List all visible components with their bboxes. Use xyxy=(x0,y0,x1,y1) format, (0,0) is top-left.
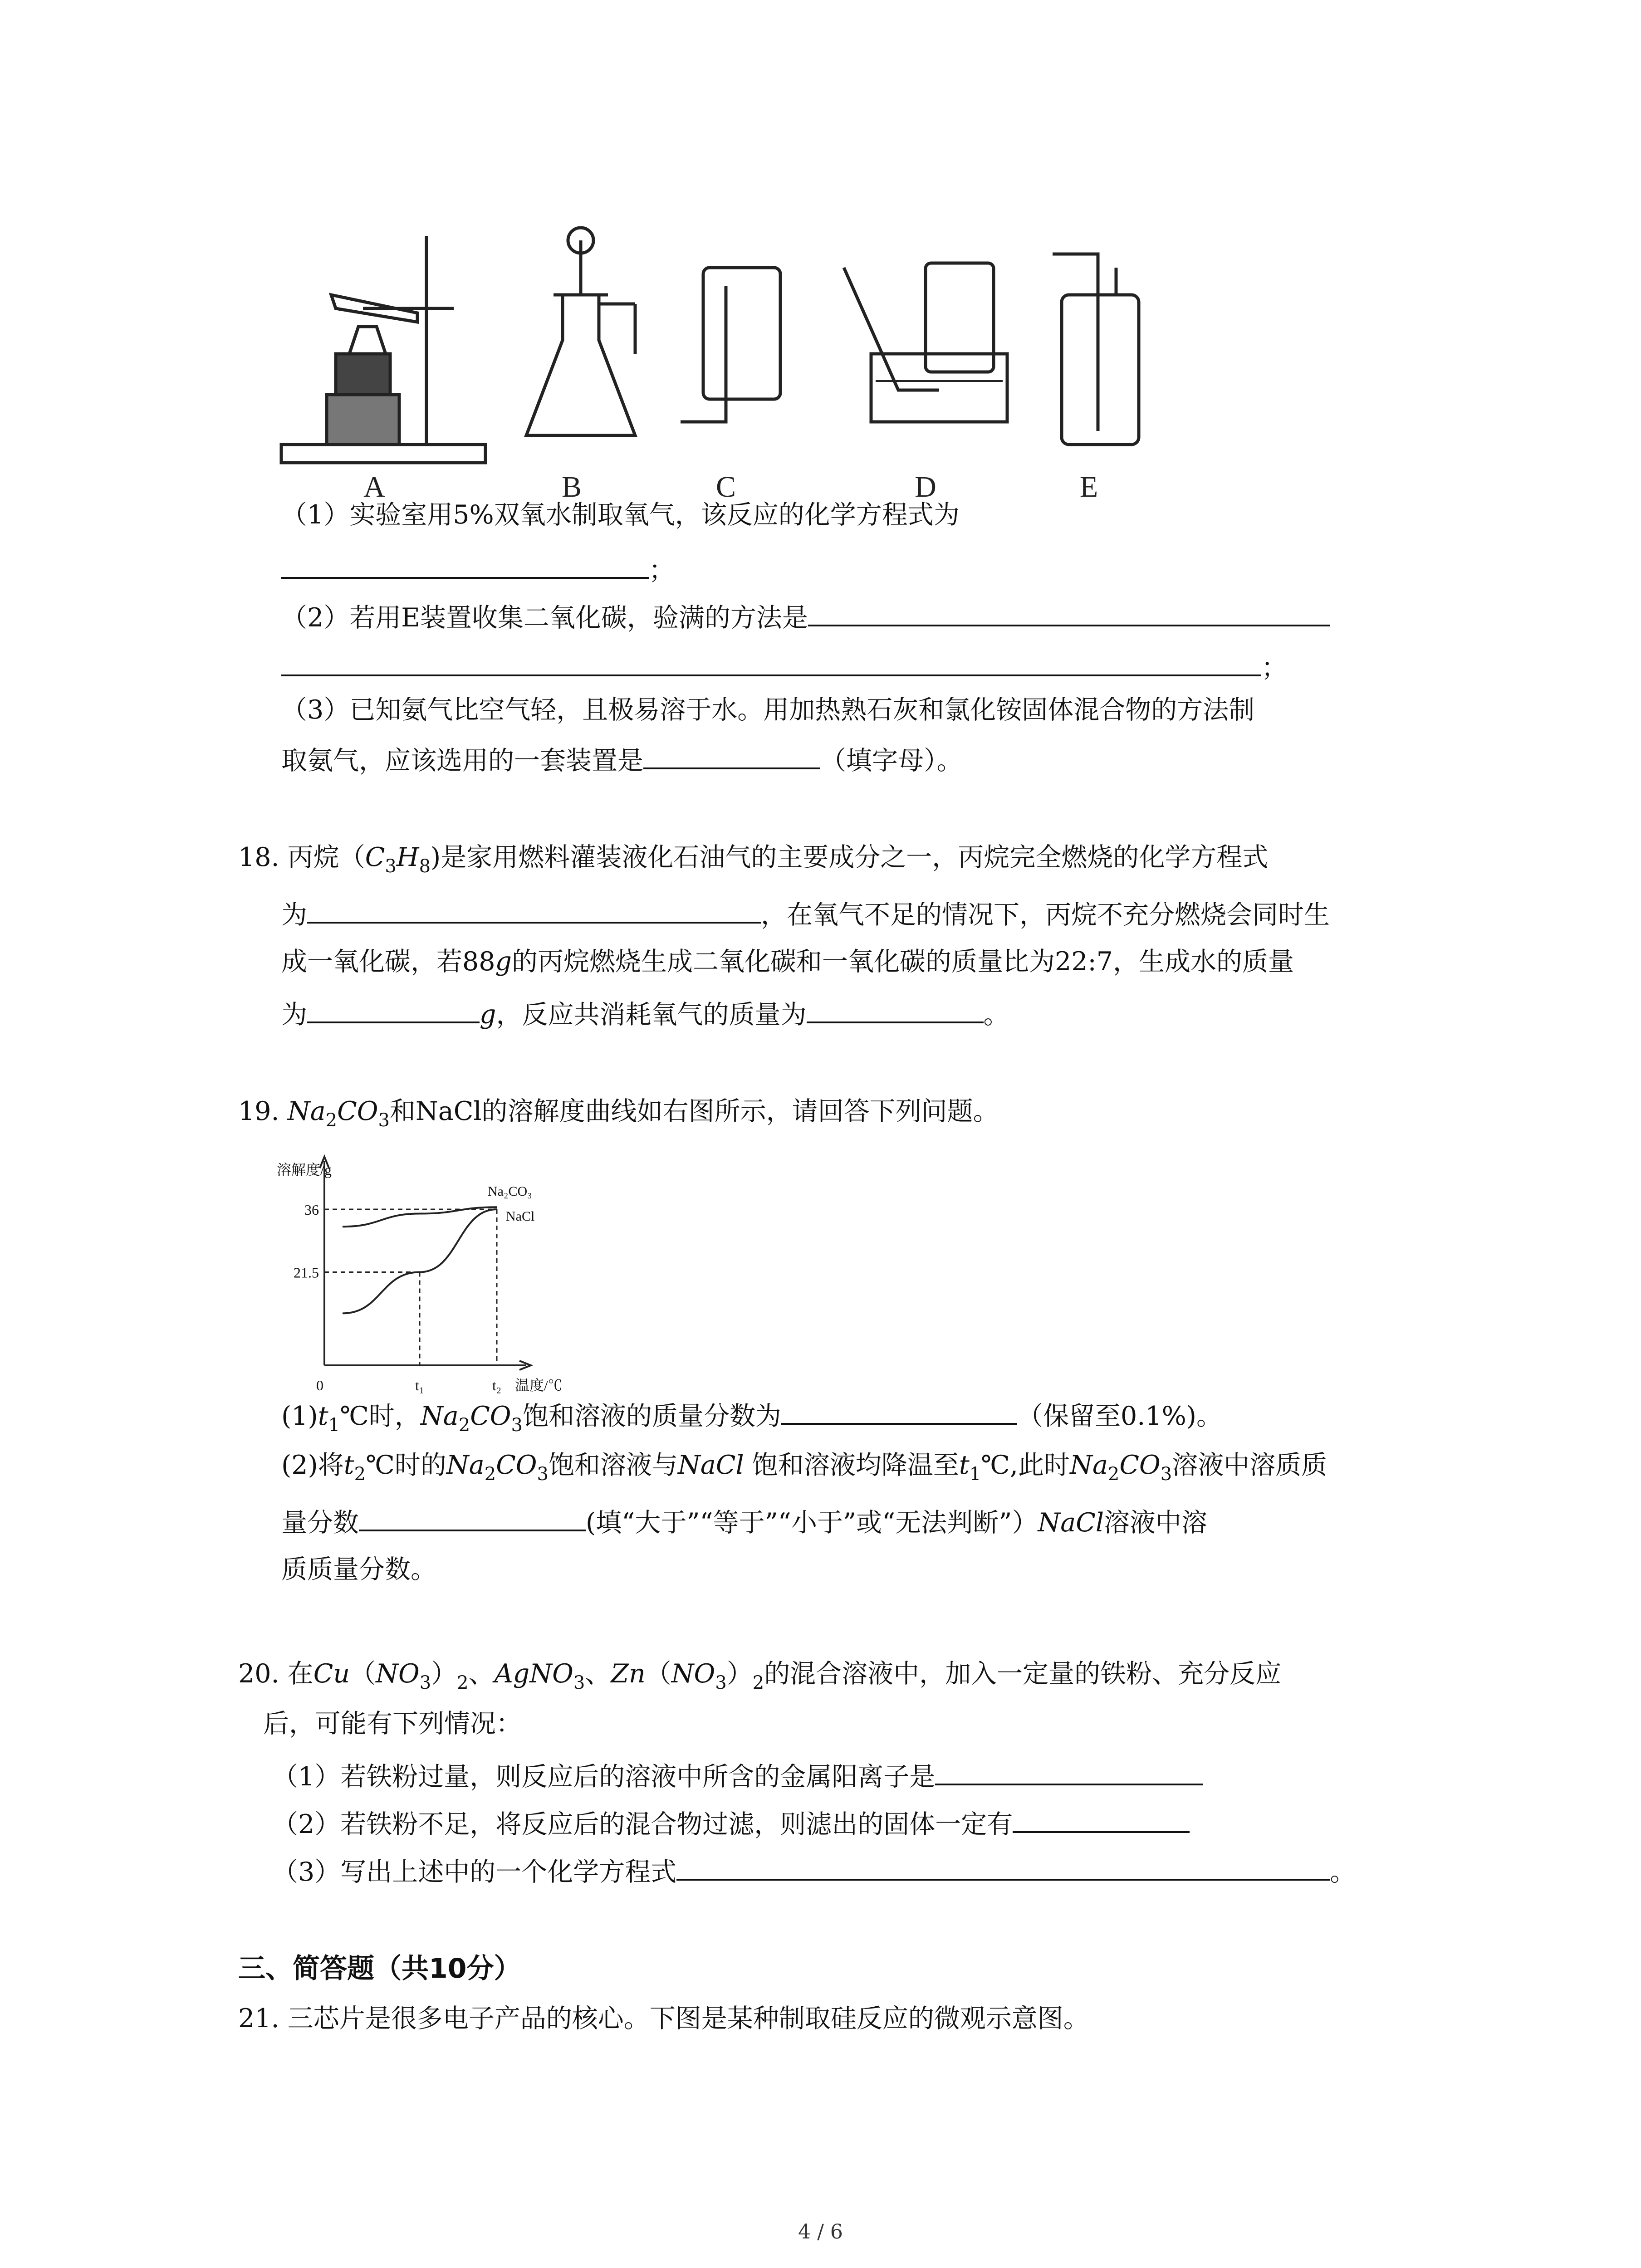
label-a: A xyxy=(363,470,385,499)
q18-line3: 成一氧化碳，若88g的丙烷燃烧生成二氧化碳和一氧化碳的质量比为22:7，生成水的质量 xyxy=(281,947,1294,977)
page-number: 4 / 6 xyxy=(798,2220,843,2244)
q21-text: 21. 三芯片是很多电子产品的核心。下图是某种制取硅反应的微观示意图。 xyxy=(238,2004,1089,2033)
q17-p1-answer: ； xyxy=(281,549,675,588)
answer-blank[interactable] xyxy=(643,739,820,769)
y-tick-label: 21.5 xyxy=(294,1264,319,1281)
answer-blank[interactable] xyxy=(781,1395,1017,1425)
q18-line2: 为 ，在氧气不足的情况下，丙烷不充分燃烧会同时生 xyxy=(281,894,1330,933)
q19-p3: 量分数 (填“大于”“等于”“小于”或“无法判断”）NaCl溶液中溶 xyxy=(281,1501,1207,1541)
q20-line1: 20. 在$Cu(NO_3)_2$、AgNO$_3$、$Zn(NO_3)_2$的混合溶液中，加入一定量的铁粉、充分反应 xyxy=(238,1659,1282,1693)
x-axis-label: 温度/℃ xyxy=(515,1377,563,1393)
q20-p1: （1）若铁粉过量，则反应后的溶液中所含的金属阳离子是 xyxy=(272,1755,1203,1795)
answer-blank[interactable] xyxy=(359,1501,586,1531)
q18-line4: 为 g，反应共消耗氧气的质量为 。 xyxy=(281,993,1009,1033)
x-tick-label: t₁ xyxy=(415,1377,425,1393)
q20-line2: 后，可能有下列情况： xyxy=(263,1709,522,1739)
q19-intro: 19. $Na_2CO_3$和NaCl的溶解度曲线如右图所示，请回答下列问题。 xyxy=(238,1096,999,1131)
q18-line1: 18. 丙烷$(C_3H_8)$是家用燃料灌装液化石油气的主要成分之一，丙烷完全燃烧的化学方程式 xyxy=(238,842,1269,877)
answer-blank[interactable] xyxy=(281,549,649,579)
q20-p2: （2）若铁粉不足，将反应后的混合物过滤，则滤出的固体一定有 xyxy=(272,1803,1190,1843)
answer-blank[interactable] xyxy=(307,993,480,1023)
chart-ylabel: 溶解度/g xyxy=(277,1162,332,1178)
label-e: E xyxy=(1079,470,1098,499)
series-line-1 xyxy=(343,1207,497,1227)
solubility-chart xyxy=(272,1143,617,1397)
apparatus-figure xyxy=(272,218,1157,499)
q19-p4: 质质量分数。 xyxy=(281,1554,436,1584)
label-d: D xyxy=(915,470,936,499)
answer-blank[interactable] xyxy=(807,993,984,1023)
q20-p3: （3）写出上述中的一个化学方程式 。 xyxy=(272,1851,1356,1890)
answer-blank[interactable] xyxy=(676,1851,1330,1881)
label-b: B xyxy=(561,470,582,499)
q17-p2-answer: ； xyxy=(281,646,1287,686)
q19-p1: $(1)t_1℃$时，$Na_2CO_3$饱和溶液的质量分数为 （保留至0.1%)。 xyxy=(281,1395,1222,1443)
x-tick-label: t₂ xyxy=(492,1377,502,1393)
label-c: C xyxy=(715,470,736,499)
series-label-0: Na₂CO₃ xyxy=(488,1184,532,1199)
q17-p2: （2）若用E装置收集二氧化碳，验满的方法是 xyxy=(281,596,1330,636)
answer-blank[interactable] xyxy=(307,894,761,924)
y-tick-label: 36 xyxy=(304,1202,319,1218)
series-label-1: NaCl xyxy=(506,1209,535,1224)
answer-blank[interactable] xyxy=(808,596,1330,626)
q17-p1: （1）实验室用5%双氧水制取氧气，该反应的化学方程式为 xyxy=(281,500,960,530)
section-title: 三、简答题（共10分） xyxy=(238,1953,521,1984)
q17-p3b: 取氨气，应该选用的一套装置是 （填字母）。 xyxy=(281,739,963,779)
answer-blank[interactable] xyxy=(935,1755,1203,1785)
x-tick-label: 0 xyxy=(316,1377,323,1393)
answer-blank[interactable] xyxy=(281,646,1261,676)
q17-p3a: （3）已知氨气比空气轻，且极易溶于水。用加热熟石灰和氯化铵固体混合物的方法制 xyxy=(281,695,1255,725)
q19-p2: (2)将$t_2℃$时的$Na_2CO_3$饱和溶液与NaCl 饱和溶液均降温至$t_1℃$,此时$Na_2CO_3$溶液中溶质质 xyxy=(281,1450,1327,1485)
answer-blank[interactable] xyxy=(1013,1803,1190,1833)
